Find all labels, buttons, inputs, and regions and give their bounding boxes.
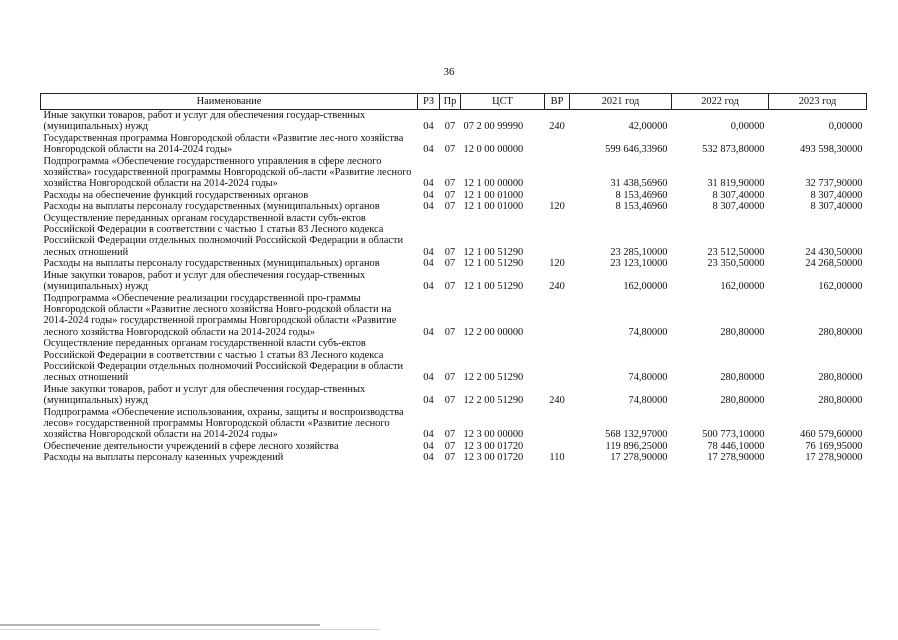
row-cst: 12 1 00 51290 [463, 246, 524, 258]
row-cst: 12 2 00 00000 [463, 326, 524, 338]
row-value-2022: 17 278,90000 [707, 452, 765, 464]
row-value-2021: 23 123,10000 [610, 258, 668, 270]
row-name: Расходы на выплаты персоналу казенных учреждений [43, 452, 284, 464]
row-value-2021: 8 153,46960 [615, 189, 668, 201]
table-row [41, 407, 867, 441]
row-value-2021: 23 285,10000 [610, 246, 668, 258]
row-pr: 07 [444, 429, 456, 441]
row-value-2022: 78 446,10000 [707, 440, 765, 452]
row-vr [545, 190, 570, 201]
row-value-2022: 0,00000 [730, 121, 765, 133]
row-name: Обеспечение деятельности учреждений в сфере лесного хозяйства [43, 440, 339, 452]
table-row [41, 190, 867, 201]
row-pr: 07 [444, 258, 456, 270]
table-row [41, 110, 867, 133]
row-name: Расходы на выплаты персоналу государственных (муниципальных) органов [43, 258, 380, 270]
header-rz: РЗ [418, 94, 440, 110]
row-value-2022: 280,80000 [720, 326, 765, 338]
row-vr: 240 [549, 281, 565, 293]
row-name: Осуществление переданных органам государственной власти субъ-ектов Российской Федерации в соответствии с частью 1 статьи 83 Лесного кодекса Российской Федерации отдельных полномочий Российской Федерации в области лесных отношений [43, 212, 404, 258]
table-row [41, 133, 867, 156]
row-rz: 04 [423, 246, 434, 258]
row-pr: 07 [444, 372, 456, 384]
table-body [41, 110, 867, 464]
row-vr [545, 133, 570, 156]
row-rz: 04 [423, 178, 434, 190]
row-cst: 12 1 00 01000 [463, 201, 524, 213]
row-value-2023: 32 737,90000 [805, 178, 863, 190]
row-name: Расходы на выплаты персоналу государственных (муниципальных) органов [43, 201, 380, 213]
row-value-2023: 280,80000 [818, 326, 863, 338]
row-value-2023: 0,00000 [828, 121, 863, 133]
header-vr: ВР [545, 94, 570, 110]
row-value-2021: 162,00000 [623, 281, 668, 293]
row-rz: 04 [423, 258, 434, 270]
row-value-2021: 599 646,33960 [605, 144, 668, 156]
scan-edge-line [0, 624, 320, 626]
row-cst: 12 1 00 00000 [463, 178, 524, 190]
row-pr: 07 [444, 452, 456, 464]
row-cst: 12 3 00 01720 [463, 452, 524, 464]
table-row [41, 201, 867, 212]
row-rz: 04 [423, 281, 434, 293]
row-name: Иные закупки товаров, работ и услуг для обеспечения государ-ственных (муниципальных) нужд [43, 383, 366, 407]
row-pr: 07 [444, 189, 456, 201]
row-value-2021: 74,80000 [628, 372, 668, 384]
row-vr [545, 293, 570, 339]
row-value-2022: 162,00000 [720, 281, 765, 293]
row-rz: 04 [423, 121, 434, 133]
row-rz: 04 [423, 429, 434, 441]
row-name: Осуществление переданных органам государственной власти субъ-ектов Российской Федерации в соответствии с частью 1 статьи 83 Лесного кодекса Российской Федерации отдельных полномочий Российской Федерации в области лесных отношений [43, 338, 404, 384]
budget-table [40, 93, 867, 464]
row-value-2021: 31 438,56960 [610, 178, 668, 190]
header-cst: ЦСТ [461, 94, 545, 110]
row-pr: 07 [444, 201, 456, 213]
row-vr: 120 [549, 201, 565, 213]
row-cst: 12 2 00 51290 [463, 372, 524, 384]
row-value-2022: 23 350,50000 [707, 258, 765, 270]
row-value-2021: 17 278,90000 [610, 452, 668, 464]
row-value-2022: 532 873,80000 [702, 144, 765, 156]
row-rz: 04 [423, 440, 434, 452]
row-cst: 12 3 00 01720 [463, 440, 524, 452]
row-vr: 240 [549, 395, 565, 407]
row-value-2023: 24 268,50000 [805, 258, 863, 270]
row-pr: 07 [444, 178, 456, 190]
page-number: 36 [443, 66, 455, 78]
table-row [41, 213, 867, 259]
row-value-2023: 162,00000 [818, 281, 863, 293]
row-value-2021: 74,80000 [628, 326, 668, 338]
row-value-2022: 8 307,40000 [712, 201, 765, 213]
row-value-2021: 568 132,97000 [605, 429, 668, 441]
row-pr: 07 [444, 440, 456, 452]
row-rz: 04 [423, 395, 434, 407]
row-value-2023: 8 307,40000 [810, 201, 863, 213]
row-value-2023: 76 169,95000 [805, 440, 863, 452]
row-value-2021: 74,80000 [628, 395, 668, 407]
row-value-2022: 500 773,10000 [702, 429, 765, 441]
row-cst: 12 3 00 00000 [463, 429, 524, 441]
row-value-2021: 8 153,46960 [615, 201, 668, 213]
row-value-2023: 493 598,30000 [800, 144, 863, 156]
row-name: Подпрограмма «Обеспечение государственного управления в сфере лесного хозяйства» государственной программы Новгородской об-ласти «Развитие лесного хозяйства Новгородской области на 2014-2024 годы» [43, 155, 412, 190]
row-vr [545, 156, 570, 190]
row-cst: 12 1 00 51290 [463, 281, 524, 293]
row-rz: 04 [423, 372, 434, 384]
row-name: Иные закупки товаров, работ и услуг для обеспечения государ-ственных (муниципальных) нужд [43, 269, 366, 293]
table-row [41, 441, 867, 452]
row-name: Иные закупки товаров, работ и услуг для обеспечения государ-ственных (муниципальных) нужд [43, 110, 366, 133]
row-value-2023: 24 430,50000 [805, 246, 863, 258]
row-value-2023: 8 307,40000 [810, 189, 863, 201]
header-2021: 2021 год [570, 94, 672, 110]
row-pr: 07 [444, 246, 456, 258]
row-value-2023: 460 579,60000 [800, 429, 863, 441]
row-value-2022: 280,80000 [720, 395, 765, 407]
row-vr [545, 213, 570, 259]
table-row [41, 452, 867, 463]
row-cst: 12 1 00 01000 [463, 189, 524, 201]
row-rz: 04 [423, 452, 434, 464]
header-2022: 2022 год [672, 94, 769, 110]
row-name: Подпрограмма «Обеспечение использования, охраны, защиты и воспроизводства лесов» государственной программы Новгородской области «Развитие лесного хозяйства Новгородской области на 2014-2024 годы» [43, 406, 404, 441]
row-cst: 12 0 00 00000 [463, 144, 524, 156]
row-rz: 04 [423, 201, 434, 213]
row-vr [545, 407, 570, 441]
row-pr: 07 [444, 281, 456, 293]
table-row [41, 384, 867, 407]
row-value-2023: 280,80000 [818, 372, 863, 384]
row-value-2021: 42,00000 [628, 121, 668, 133]
row-value-2022: 23 512,50000 [707, 246, 765, 258]
table-row [41, 293, 867, 339]
row-name: Расходы на обеспечение функций государственных органов [43, 189, 309, 201]
table-row [41, 258, 867, 269]
row-value-2021: 119 896,25000 [605, 440, 668, 452]
row-rz: 04 [423, 326, 434, 338]
table-row [41, 338, 867, 384]
row-pr: 07 [444, 144, 456, 156]
row-cst: 12 2 00 51290 [463, 395, 524, 407]
row-vr [545, 441, 570, 452]
row-cst: 07 2 00 99990 [463, 121, 524, 133]
header-pr: Пр [440, 94, 461, 110]
row-pr: 07 [444, 326, 456, 338]
row-pr: 07 [444, 395, 456, 407]
row-vr [545, 338, 570, 384]
row-value-2022: 31 819,90000 [707, 178, 765, 190]
scan-edge-line-2 [0, 629, 380, 630]
row-pr: 07 [444, 121, 456, 133]
row-cst: 12 1 00 51290 [463, 258, 524, 270]
row-vr: 110 [549, 452, 565, 464]
row-vr: 240 [549, 121, 565, 133]
header-name: Наименование [41, 94, 418, 110]
row-value-2022: 8 307,40000 [712, 189, 765, 201]
header-2023: 2023 год [769, 94, 867, 110]
table-row [41, 156, 867, 190]
row-vr: 120 [549, 258, 565, 270]
row-name: Государственная программа Новгородской области «Развитие лес-ного хозяйства Новгородской области на 2014-2024 годы» [43, 132, 404, 156]
row-rz: 04 [423, 144, 434, 156]
row-value-2023: 17 278,90000 [805, 452, 863, 464]
table-header-row [41, 94, 867, 110]
row-value-2022: 280,80000 [720, 372, 765, 384]
row-name: Подпрограмма «Обеспечение реализации государственной про-граммы Новгородской области «Развитие лесного хозяйства Новго-родской области на 2014-2024 годы» государственной программы Новгородской области «Развитие лесного хозяйства Новгородской области на 2014-2024 годы» [43, 292, 397, 338]
table-row [41, 270, 867, 293]
row-rz: 04 [423, 189, 434, 201]
row-value-2023: 280,80000 [818, 395, 863, 407]
